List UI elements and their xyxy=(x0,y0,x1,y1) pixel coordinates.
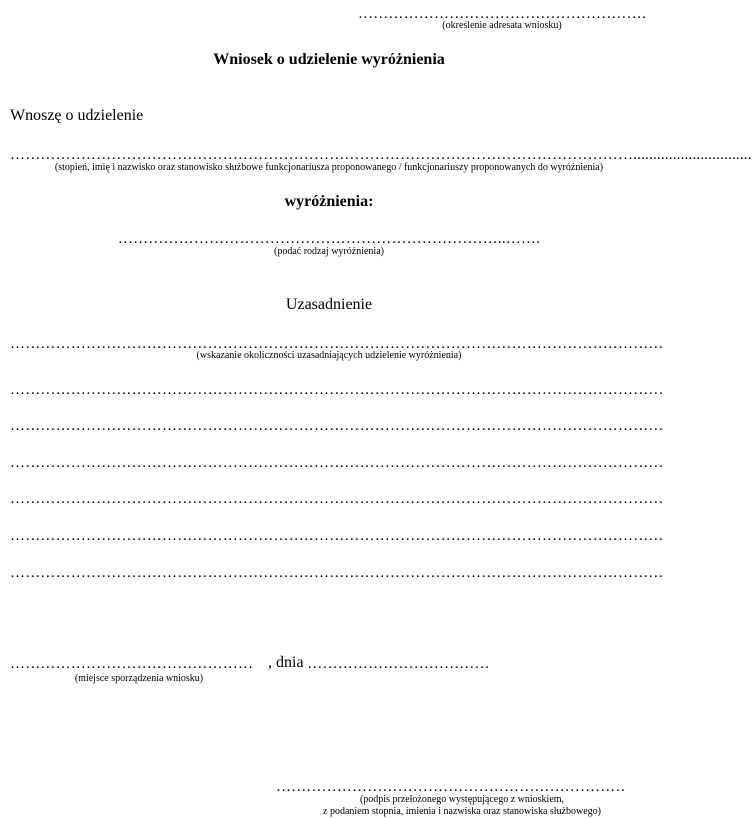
date-separator-label: , dnia xyxy=(268,654,304,671)
justification-line-6: ………………………………………………………………………………………………………………… xyxy=(10,528,664,544)
signature-line: …………………………………………………………… xyxy=(276,779,626,795)
document-title: Wniosek o udzielenie wyróżnienia xyxy=(213,51,445,68)
justification-line-5: ………………………………………………………………………………………………………………… xyxy=(10,491,664,507)
addressee-line: ………………………………………………… xyxy=(358,6,647,22)
addressee-caption: (określenie adresata wniosku) xyxy=(442,20,562,31)
justification-caption: (wskazanie okoliczności uzasadniających udzielenie wyróżnienia) xyxy=(196,350,462,361)
justification-heading: Uzasadnienie xyxy=(285,296,373,313)
place-caption: (miejsce sporządzenia wniosku) xyxy=(74,673,204,684)
justification-line-2: ………………………………………………………………………………………………………………… xyxy=(10,382,664,398)
signature-caption-line-1: (podpis przełożonego występującego z wnioskiem, xyxy=(359,794,565,805)
nominee-line: …………………………………………………………………………………………………………….............................. xyxy=(10,147,752,163)
signature-caption-line-2: z podaniem stopnia, imienia i nazwiska oraz stanowiska służbowego) xyxy=(323,806,601,817)
place-date-row xyxy=(10,654,497,672)
request-intro: Wnoszę o udzielenie xyxy=(10,107,144,124)
award-type-caption: (podać rodzaj wyróżnienia) xyxy=(274,246,384,257)
justification-line-3: ………………………………………………………………………………………………………………… xyxy=(10,418,664,434)
justification-line-1: ………………………………………………………………………………………………………………… xyxy=(10,336,664,352)
award-type-line: …………………………………………………………………..……. xyxy=(117,231,541,247)
justification-line-4: ………………………………………………………………………………………………………………… xyxy=(10,455,664,471)
justification-line-7: ………………………………………………………………………………………………………………… xyxy=(10,565,664,581)
nominee-caption: (stopień, imię i nazwisko oraz stanowisko służbowe funkcjonariusza proponowanego / funkcjonariuszy proponowanych do wyróżnienia) xyxy=(54,162,604,173)
place-line: ………………………………………… xyxy=(10,656,254,672)
date-line: ……………………………… xyxy=(307,656,490,672)
award-heading: wyróżnienia: xyxy=(284,193,374,210)
